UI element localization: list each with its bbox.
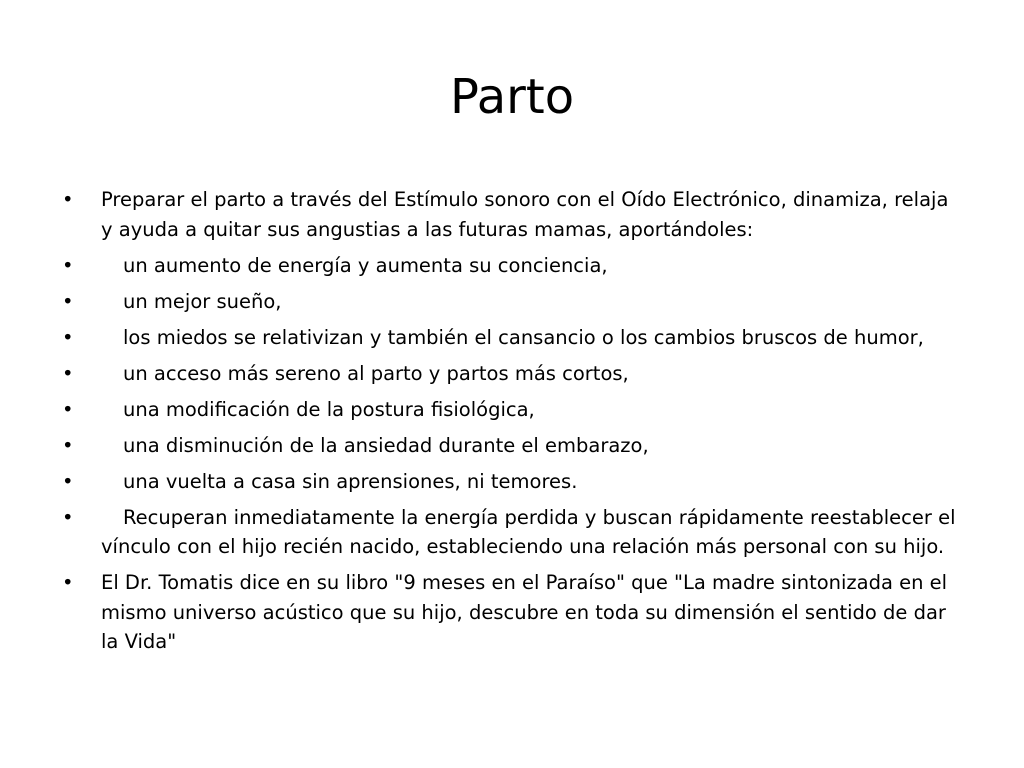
list-item: [62, 359, 962, 389]
bullet-icon: •: [62, 361, 74, 385]
bullet-icon: •: [62, 253, 74, 277]
bullet-text: los miedos se relativizan y también el cansancio o los cambios bruscos de humor,: [123, 325, 924, 349]
list-item: [62, 185, 962, 244]
bullet-text: Preparar el parto a través del Estímulo sonoro con el Oído Electrónico, dinamiza, relaja y ayuda a quitar sus angustias a las futuras mamas, aportándoles:: [101, 188, 949, 241]
bullet-text: una disminución de la ansiedad durante el embarazo,: [123, 433, 649, 457]
list-item: [62, 395, 962, 425]
list-item: [62, 568, 962, 657]
bullet-text: El Dr. Tomatis dice en su libro "9 meses en el Paraíso" que "La madre sintonizada en el mismo universo acústico que su hijo, descubre en toda su dimensión el sentido de dar la Vida": [101, 571, 948, 653]
bullet-icon: •: [62, 469, 74, 493]
bullet-icon: •: [62, 433, 74, 457]
list-item: [62, 431, 962, 461]
bullet-text: un acceso más sereno al parto y partos más cortos,: [123, 361, 629, 385]
list-item: [62, 287, 962, 317]
bullet-text: Recuperan inmediatamente la energía perdida y buscan rápidamente reestablecer el vínculo con el hijo recién nacido, estableciendo una relación más personal con su hijo.: [101, 505, 956, 558]
bullet-icon: •: [62, 505, 74, 529]
list-item: [62, 251, 962, 281]
bullet-text: un mejor sueño,: [123, 289, 282, 313]
bullet-text: un aumento de energía y aumenta su conciencia,: [123, 253, 608, 277]
bullet-list: [62, 185, 962, 663]
bullet-icon: •: [62, 289, 74, 313]
bullet-text: una modificación de la postura fisiológica,: [123, 397, 535, 421]
bullet-text: una vuelta a casa sin aprensiones, ni temores.: [123, 469, 578, 493]
list-item: [62, 323, 962, 353]
bullet-icon: •: [62, 571, 74, 594]
bullet-icon: •: [62, 325, 74, 349]
list-item: [62, 503, 962, 562]
bullet-icon: •: [62, 397, 74, 421]
list-item: [62, 467, 962, 497]
slide-title: Parto: [449, 69, 575, 125]
bullet-icon: •: [62, 188, 74, 211]
